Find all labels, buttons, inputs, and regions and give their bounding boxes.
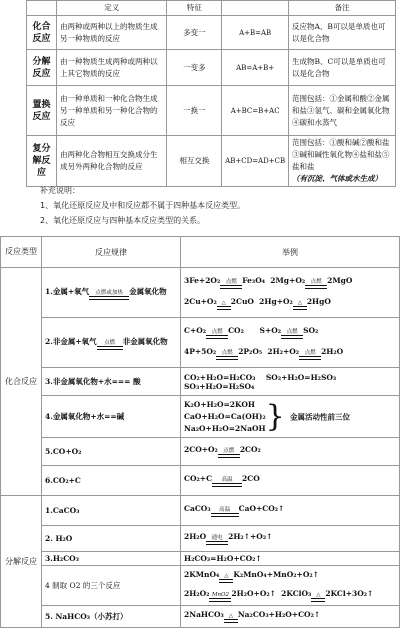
example-cell (181, 268, 400, 318)
example-product: CaO+CO₂↑ (238, 504, 285, 513)
header-cell: 特征 (167, 1, 222, 16)
example-product: 2H₂O (321, 346, 344, 356)
rule-text: 1.金属+氧气 (45, 286, 90, 296)
example-formula: CO₂+C (184, 474, 213, 483)
note-text: 范围包括：①酸和碱②酸和盐③碱和碱性氧化物④盐和盐⑤盐和盐 (292, 138, 390, 171)
condition-arrow (89, 290, 129, 300)
brace-icon: } (265, 398, 285, 434)
condition-label: △ (224, 572, 229, 579)
note-cell: 范围包括：①金属和酸②金属和盐③氢气、碳和金属氧化物④碳和水蒸气 (289, 86, 396, 136)
example-product: K₂MnO₄+MnO₂+O₂↑ (233, 569, 319, 579)
example-formula: 2Mg+O₂ (270, 275, 306, 285)
condition-label: 点燃 (304, 349, 316, 356)
rule-cell: 1.CaCO₃ (42, 496, 181, 526)
rule-result: 非金属氧化物 (122, 336, 168, 346)
example-cell (181, 606, 400, 628)
header-example: 举例 (181, 237, 400, 268)
condition-label: △ (316, 591, 321, 598)
condition-arrow (206, 329, 228, 339)
expression-cell: AB+CD=AD+CB (222, 136, 289, 187)
example-cell (181, 566, 400, 606)
condition-arrow (212, 477, 242, 487)
rule-cell: 3.非金属氧化物+水=== 酸 (42, 368, 181, 396)
condition-label: 点燃 (286, 328, 298, 335)
example-cell (181, 438, 400, 466)
condition-arrow (299, 350, 321, 360)
table-header-row (1, 237, 400, 268)
condition-arrow (281, 329, 303, 339)
reaction-name: 分解 反应 (27, 50, 57, 86)
example-product: Na₂CO₃+H₂O+CO₂↑ (237, 610, 321, 619)
example-product: 2KCl+3O₂↑ (325, 588, 374, 598)
condition-label: 点燃 (310, 278, 322, 285)
condition-arrow (220, 279, 242, 289)
reaction-types-table (26, 0, 396, 187)
example-cell (181, 368, 400, 396)
example-cell (181, 466, 400, 496)
table-row (1, 268, 400, 318)
example-formula: 2H₂+O₂ (267, 346, 300, 356)
expression-cell: AB=A+B+ (222, 50, 289, 86)
example-formula: Na₂O+H₂O=2NaOH (184, 423, 266, 433)
condition-label: 点燃 (221, 349, 233, 356)
supplement-line-1: 1、氧化还原反应及中和反应都不属于四种基本反应类型。 (40, 201, 246, 210)
example-formula: 4P+5O₂ (184, 346, 217, 356)
example-product: 2CO₂ (239, 445, 261, 454)
example-formula: SO₃+H₂O=H₂SO₄ (184, 381, 255, 391)
table-row (1, 396, 400, 438)
condition-label: 通电 (211, 535, 223, 541)
example-cell (181, 526, 400, 552)
example-product: 2CuO (230, 296, 254, 306)
condition-label: △ (228, 613, 233, 619)
example-product: 2H₂O+O₂↑ (231, 588, 276, 598)
condition-arrow (293, 300, 307, 310)
definition-cell: 由一种物质生成两种或两种以上其它物质的反应 (57, 50, 167, 86)
condition-arrow (97, 340, 123, 350)
example-cell (181, 396, 400, 438)
example-product: 2P₂O₅ (238, 346, 263, 356)
condition-label: 点燃 (104, 339, 116, 346)
rule-cell (42, 268, 181, 318)
feature-cell: 一换一 (167, 86, 222, 136)
example-cell (181, 496, 400, 526)
rule-text: 2.非金属+氧气 (45, 336, 97, 346)
header-cell: 定义 (57, 1, 167, 16)
table-row (27, 136, 396, 187)
condition-label: △ (297, 299, 302, 306)
header-cell: 备注 (289, 1, 396, 16)
table-row (1, 438, 400, 466)
example-formula: 2H₂O (184, 532, 207, 541)
reaction-name: 置换 反应 (27, 86, 57, 136)
condition-arrow (209, 592, 231, 602)
example-product: 2MgO (327, 275, 353, 285)
rule-result: 金属氧化物 (129, 286, 167, 296)
type-combination: 化合反应 (1, 268, 42, 496)
table-header-row (27, 1, 396, 16)
table-row (1, 318, 400, 368)
type-decomposition: 分解反应 (1, 496, 42, 628)
example-formula: 2KMnO₄ (184, 569, 220, 579)
feature-cell: 一变多 (167, 50, 222, 86)
example-note: 金属活动性前三位 (290, 412, 350, 421)
rule-cell: 6.CO₂+C (42, 466, 181, 496)
supplement-title: 补充说明： (40, 186, 80, 195)
example-formula: 2Hg+O₂ (259, 296, 293, 306)
condition-arrow (218, 448, 240, 458)
table-row (1, 552, 400, 566)
example-formula: C+O₂ (184, 325, 207, 335)
condition-label: 点燃 (225, 278, 237, 285)
supplement-line-2: 2、氧化还原反应与四种基本反应类型的关系。 (40, 216, 206, 225)
example-formula: CO₂+H₂O=H₂CO₃ (184, 372, 256, 382)
condition-arrow (206, 535, 228, 545)
reaction-name: 化合 反应 (27, 16, 57, 50)
condition-label: 点燃 (211, 328, 223, 335)
example-formula: 2CO+O₂ (184, 445, 218, 454)
example-formula: K₂O+H₂O=2KOH (184, 399, 255, 409)
table-row (1, 466, 400, 496)
example-product: 2CO (242, 474, 260, 483)
example-product: 2H₂↑+O₂↑ (228, 532, 273, 541)
example-cell (181, 318, 400, 368)
header-cell (27, 1, 57, 16)
reaction-rules-table (0, 236, 400, 628)
example-product: SO₂ (303, 325, 319, 335)
condition-arrow (311, 592, 325, 602)
header-cell (222, 1, 289, 16)
condition-arrow (219, 573, 233, 583)
rule-cell: 2. H₂O (42, 526, 181, 552)
condition-label: △ (221, 299, 226, 306)
example-product: Fe₃O₄ (242, 275, 266, 285)
table-row (1, 526, 400, 552)
example-formula: 3Fe+2O₂ (184, 275, 221, 285)
header-rule: 反应规律 (42, 237, 181, 268)
rule-cell: 4 制取 O2 的三个反应 (42, 566, 181, 606)
note-cell: 反应物A、B可以是单质也可以是化合物 (289, 16, 396, 50)
condition-arrow (305, 279, 327, 289)
definition-cell: 由一种单质和一种化合物生成另一种单质和另一种化合物的反应 (57, 86, 167, 136)
condition-arrow (216, 350, 238, 360)
table-row (1, 566, 400, 606)
feature-cell: 多变一 (167, 16, 222, 50)
definition-cell: 由两种或两种以上的物质生成另一种物质的反应 (57, 16, 167, 50)
example-product: 2HgO (306, 296, 331, 306)
expression-cell: A+BC=B+AC (222, 86, 289, 136)
condition-arrow (217, 300, 231, 310)
example-formula: 2Cu+O₂ (184, 296, 217, 306)
feature-cell: 相互交换 (167, 136, 222, 187)
example-formula: 2KClO₃ (281, 588, 312, 598)
rule-cell: 4.金属氧化物+水==碱 (42, 396, 181, 438)
note-extra: （有沉淀、气体或水生成） (292, 174, 382, 183)
condition-label: MnO2 (211, 591, 230, 598)
table-row (27, 50, 396, 86)
expression-cell: A+B=AB (222, 16, 289, 50)
definition-cell: 由两种化合物相互交换成分生成另外两种化合物的反应 (57, 136, 167, 187)
condition-label: 点燃或加热 (95, 289, 123, 296)
example-formula: SO₂+H₂O=H₂SO₃ (265, 372, 337, 382)
rule-cell: 5. NaHCO₃（小苏打） (42, 606, 181, 628)
example-formula: CaCO₃ (184, 504, 211, 513)
rule-cell (42, 318, 181, 368)
condition-label: 点燃 (223, 448, 235, 454)
header-type: 反应类型 (1, 237, 42, 268)
table-row (1, 496, 400, 526)
example-formula: 2H₂O₂ (184, 588, 210, 598)
example-product: CO₂ (228, 325, 244, 335)
table-row (1, 606, 400, 628)
example-formula: 2NaHCO₃ (184, 610, 224, 619)
note-cell: 生成物B、C可以是单质也可以是化合物 (289, 50, 396, 86)
example-formula: CaO+H₂O=Ca(OH)₂ (184, 411, 266, 421)
table-row (27, 86, 396, 136)
rule-cell: 5.CO+O₂ (42, 438, 181, 466)
rule-cell: 3.H₂CO₃ (42, 552, 181, 566)
note-cell (289, 136, 396, 187)
example-formula: S+O₂ (259, 325, 282, 335)
condition-arrow (211, 507, 239, 517)
reaction-name: 复分 解反 应 (27, 136, 57, 187)
condition-arrow (224, 613, 238, 623)
example-cell: H₂CO₃=H₂O+CO₂↑ (181, 552, 400, 566)
condition-label: 高温 (219, 507, 231, 513)
table-row (1, 368, 400, 396)
table-row (27, 16, 396, 50)
condition-label: 高温 (221, 477, 233, 483)
